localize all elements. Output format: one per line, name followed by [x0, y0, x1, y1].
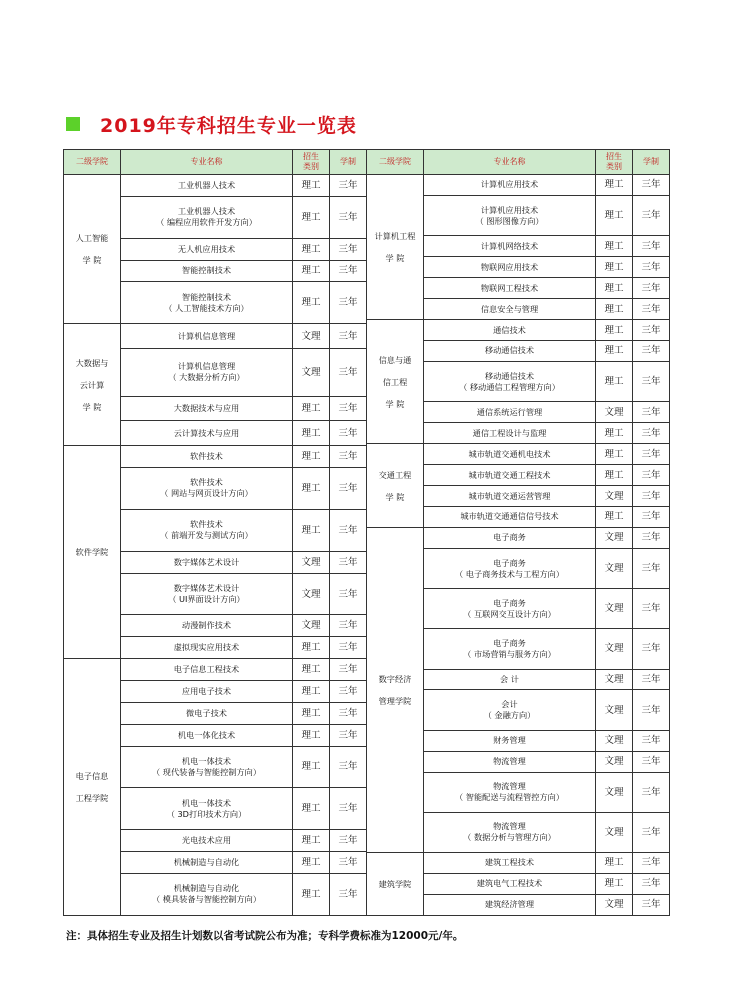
header-row: [64, 150, 367, 175]
major-name-cell: [121, 873, 293, 915]
duration-cell: 三年: [330, 637, 367, 659]
duration-cell: 三年: [633, 175, 670, 196]
table-row: [64, 175, 367, 197]
admission-type-cell: 理工: [293, 724, 330, 746]
header-college: 二级学院: [367, 150, 424, 175]
major-name-cell: [424, 423, 596, 444]
major-name-cell: [424, 486, 596, 507]
admission-type-cell: 文理: [293, 551, 330, 573]
admission-type-cell: 文理: [596, 629, 633, 669]
title-bullet-icon: [66, 117, 80, 131]
duration-cell: 三年: [330, 551, 367, 573]
major-name-cell: [121, 238, 293, 260]
duration-cell: 三年: [330, 702, 367, 724]
duration-cell: 三年: [330, 468, 367, 510]
major-name-cell: [424, 236, 596, 257]
major-name-line: 建筑经济管理: [484, 899, 535, 910]
admission-type-cell: 理工: [293, 830, 330, 852]
major-name-line: 机械制造与自动化: [173, 883, 240, 894]
major-name-cell: [424, 175, 596, 196]
table-row: [367, 527, 670, 548]
admission-type-cell: 理工: [596, 257, 633, 278]
major-name-line: 电子商务: [493, 532, 526, 543]
duration-cell: 三年: [330, 509, 367, 551]
header-major: 专业名称: [424, 150, 596, 175]
college-name-line: 建筑学院: [378, 878, 412, 889]
admission-type-cell: 理工: [293, 873, 330, 915]
major-name-line: 数字媒体艺术设计: [173, 583, 240, 594]
header-type: [293, 150, 330, 175]
major-name-cell: [121, 724, 293, 746]
duration-cell: 三年: [330, 238, 367, 260]
table-row: [64, 659, 367, 681]
major-name-line: 智能控制技术: [181, 291, 232, 302]
major-name-cell: [121, 659, 293, 681]
major-name-line: 计算机信息管理: [177, 361, 236, 372]
admission-type-cell: 文理: [293, 573, 330, 615]
duration-cell: 三年: [330, 615, 367, 637]
major-name-line: 物流管理: [493, 756, 526, 767]
major-name-line: 物流管理: [493, 821, 526, 832]
admission-type-cell: 理工: [293, 659, 330, 681]
college-cell: [64, 659, 121, 916]
duration-cell: 三年: [330, 349, 367, 397]
admission-type-cell: 文理: [293, 615, 330, 637]
college-name-line: 云计算: [79, 379, 105, 390]
major-name-cell: [121, 746, 293, 788]
admission-type-cell: 理工: [596, 852, 633, 873]
admission-type-cell: 理工: [293, 702, 330, 724]
major-name-line: 软件技术: [190, 519, 223, 530]
major-name-line: 工业机器人技术: [177, 206, 236, 217]
admission-type-cell: 文理: [596, 894, 633, 915]
table-row: [367, 175, 670, 196]
duration-cell: 三年: [330, 196, 367, 238]
admission-type-cell: 理工: [596, 423, 633, 444]
duration-cell: 三年: [330, 282, 367, 324]
college-cell: [64, 175, 121, 324]
major-name-line: （ 编程应用软件开发方向）: [156, 217, 257, 228]
duration-cell: 三年: [633, 195, 670, 235]
major-name-cell: [121, 396, 293, 421]
admission-type-cell: 理工: [596, 320, 633, 341]
admission-type-cell: 文理: [596, 527, 633, 548]
duration-cell: 三年: [633, 527, 670, 548]
admission-type-cell: 理工: [293, 468, 330, 510]
major-name-line: （ 3D打印技术方向）: [166, 808, 247, 819]
major-name-cell: [424, 548, 596, 588]
major-name-line: 信息安全与管理: [480, 303, 539, 314]
major-name-line: 会计: [501, 699, 518, 710]
admission-type-cell: 文理: [596, 812, 633, 852]
admission-type-cell: 文理: [596, 772, 633, 812]
major-name-cell: [424, 873, 596, 894]
major-name-cell: [424, 320, 596, 341]
major-name-line: 软件技术: [190, 477, 223, 488]
major-name-line: 城市轨道交通机电技术: [468, 448, 551, 459]
major-name-line: （ 模具装备与智能控制方向）: [151, 894, 262, 905]
major-name-cell: [424, 361, 596, 401]
major-name-cell: [121, 349, 293, 397]
header-type-line: 招生: [303, 152, 319, 161]
major-name-cell: [121, 446, 293, 468]
majors-table-left: [63, 149, 367, 916]
table-row: [367, 320, 670, 341]
duration-cell: 三年: [633, 690, 670, 730]
title-block: [66, 110, 357, 138]
admission-type-cell: 理工: [293, 681, 330, 703]
duration-cell: 三年: [330, 788, 367, 830]
major-name-line: 无人机应用技术: [177, 243, 236, 254]
major-name-line: （ 数据分析与管理方向）: [463, 832, 556, 843]
major-name-line: 机电一体技术: [181, 797, 232, 808]
major-name-cell: [424, 669, 596, 690]
duration-cell: 三年: [330, 830, 367, 852]
major-name-cell: [424, 772, 596, 812]
admission-type-cell: 文理: [596, 402, 633, 423]
major-name-cell: [121, 681, 293, 703]
duration-cell: 三年: [330, 724, 367, 746]
major-name-cell: [121, 788, 293, 830]
major-name-line: 计算机应用技术: [480, 204, 539, 215]
major-name-line: 物流管理: [493, 781, 526, 792]
college-cell: [64, 446, 121, 659]
duration-cell: 三年: [330, 681, 367, 703]
major-name-line: 微电子技术: [186, 707, 227, 718]
college-name-line: 大数据与: [75, 357, 109, 368]
duration-cell: 三年: [633, 507, 670, 528]
major-name-line: 数字媒体艺术设计: [173, 556, 240, 567]
duration-cell: 三年: [633, 278, 670, 299]
duration-cell: 三年: [633, 589, 670, 629]
major-name-cell: [121, 702, 293, 724]
duration-cell: 三年: [330, 175, 367, 197]
major-name-cell: [424, 690, 596, 730]
admission-type-cell: 文理: [596, 486, 633, 507]
college-name-line: 管理学院: [378, 695, 412, 706]
page-title: 2019年专科招生专业一览表: [100, 114, 357, 137]
college-name-line: 信息与通: [378, 354, 412, 365]
duration-cell: 三年: [633, 772, 670, 812]
admission-type-cell: 理工: [293, 637, 330, 659]
college-name-line: 电子信息: [75, 771, 109, 782]
major-name-line: 计算机应用技术: [480, 179, 539, 190]
major-name-line: 会 计: [500, 673, 519, 684]
duration-cell: 三年: [633, 669, 670, 690]
major-name-line: （ 移动通信工程管理方向）: [459, 381, 560, 392]
admission-type-cell: 理工: [293, 788, 330, 830]
duration-cell: 三年: [633, 465, 670, 486]
header-row: [367, 150, 670, 175]
duration-cell: 三年: [330, 421, 367, 446]
major-name-cell: [121, 551, 293, 573]
major-name-line: （ 人工智能技术方向）: [164, 302, 249, 313]
admission-type-cell: 文理: [596, 751, 633, 772]
major-name-line: 移动通信技术: [484, 345, 535, 356]
duration-cell: 三年: [633, 751, 670, 772]
admission-type-cell: 文理: [596, 690, 633, 730]
major-name-line: （ 市场营销与服务方向）: [463, 648, 556, 659]
major-name-cell: [121, 421, 293, 446]
major-name-cell: [424, 257, 596, 278]
duration-cell: 三年: [330, 746, 367, 788]
major-name-line: 电子商务: [493, 597, 526, 608]
admission-type-cell: 理工: [293, 852, 330, 874]
major-name-cell: [121, 324, 293, 349]
admission-type-cell: 理工: [293, 196, 330, 238]
duration-cell: 三年: [633, 873, 670, 894]
duration-cell: 三年: [633, 629, 670, 669]
major-name-line: 通信工程设计与监理: [472, 427, 547, 438]
duration-cell: 三年: [330, 573, 367, 615]
duration-cell: 三年: [330, 324, 367, 349]
major-name-line: 城市轨道交通运营管理: [468, 490, 551, 501]
college-cell: [367, 444, 424, 528]
major-name-cell: [424, 444, 596, 465]
major-name-line: （ 智能配送与流程管控方向）: [454, 792, 565, 803]
major-name-line: （ 电子商务技术与工程方向）: [454, 568, 565, 579]
major-name-line: 电子商务: [493, 637, 526, 648]
major-name-line: 工业机器人技术: [177, 179, 236, 190]
college-name-line: 人工智能: [75, 233, 109, 244]
major-name-line: 智能控制技术: [181, 265, 232, 276]
major-name-cell: [121, 573, 293, 615]
major-name-cell: [121, 175, 293, 197]
college-cell: [367, 852, 424, 915]
duration-cell: 三年: [633, 299, 670, 320]
table-row: [367, 444, 670, 465]
major-name-line: 通信技术: [493, 324, 526, 335]
admission-type-cell: 理工: [293, 421, 330, 446]
major-name-cell: [121, 282, 293, 324]
major-name-line: 计算机信息管理: [177, 330, 236, 341]
major-name-line: 计算机网络技术: [480, 240, 539, 251]
major-name-line: 城市轨道交通通信信号技术: [460, 511, 559, 522]
duration-cell: 三年: [330, 659, 367, 681]
duration-cell: 三年: [633, 894, 670, 915]
college-name-line: 学 院: [82, 401, 102, 412]
college-name-line: 学 院: [385, 398, 405, 409]
major-name-cell: [121, 468, 293, 510]
admission-type-cell: 文理: [596, 730, 633, 751]
college-cell: [367, 175, 424, 320]
admission-type-cell: 理工: [293, 175, 330, 197]
admission-type-cell: 文理: [293, 349, 330, 397]
college-name-line: 信工程: [382, 376, 408, 387]
college-name-line: 计算机工程: [374, 231, 416, 242]
duration-cell: 三年: [633, 548, 670, 588]
college-name-line: 学 院: [82, 255, 102, 266]
admission-type-cell: 理工: [596, 278, 633, 299]
header-type-line: 类别: [606, 162, 622, 171]
major-name-cell: [121, 260, 293, 282]
major-name-cell: [424, 465, 596, 486]
major-name-cell: [121, 852, 293, 874]
college-cell: [367, 320, 424, 444]
major-name-line: 光电技术应用: [181, 835, 232, 846]
admission-type-cell: 理工: [293, 446, 330, 468]
table-row: [367, 852, 670, 873]
major-name-cell: [424, 507, 596, 528]
admission-type-cell: 理工: [293, 396, 330, 421]
header-type: [596, 150, 633, 175]
admission-type-cell: 理工: [293, 238, 330, 260]
majors-table-right: [366, 149, 670, 916]
admission-type-cell: 理工: [596, 873, 633, 894]
college-name-line: 数字经济: [378, 673, 412, 684]
admission-type-cell: 理工: [293, 509, 330, 551]
major-name-line: 动漫制作技术: [181, 620, 232, 631]
admission-type-cell: 理工: [596, 341, 633, 362]
admission-type-cell: 理工: [596, 361, 633, 401]
major-name-cell: [424, 852, 596, 873]
admission-type-cell: 理工: [293, 282, 330, 324]
major-name-line: 建筑工程技术: [484, 857, 535, 868]
admission-type-cell: 文理: [596, 589, 633, 629]
major-name-cell: [424, 751, 596, 772]
major-name-line: 机械制造与自动化: [173, 857, 240, 868]
duration-cell: 三年: [633, 341, 670, 362]
major-name-line: 物联网工程技术: [480, 282, 539, 293]
duration-cell: 三年: [330, 873, 367, 915]
college-name-line: 交通工程: [378, 469, 412, 480]
major-name-cell: [424, 812, 596, 852]
major-name-cell: [424, 629, 596, 669]
major-name-line: （ 互联网交互设计方向）: [463, 608, 556, 619]
college-cell: [367, 527, 424, 852]
major-name-line: 移动通信技术: [484, 370, 535, 381]
header-major: 专业名称: [121, 150, 293, 175]
duration-cell: 三年: [633, 812, 670, 852]
major-name-cell: [424, 341, 596, 362]
duration-cell: 三年: [330, 396, 367, 421]
major-name-line: （ UI界面设计方向）: [168, 594, 245, 605]
major-name-cell: [121, 509, 293, 551]
major-name-line: 云计算技术与应用: [173, 427, 240, 438]
major-name-cell: [424, 730, 596, 751]
major-name-line: 电子信息工程技术: [173, 664, 240, 675]
major-name-cell: [121, 196, 293, 238]
major-name-cell: [424, 894, 596, 915]
major-name-line: 大数据技术与应用: [173, 402, 240, 413]
duration-cell: 三年: [633, 361, 670, 401]
major-name-cell: [424, 589, 596, 629]
duration-cell: 三年: [633, 236, 670, 257]
duration-cell: 三年: [633, 730, 670, 751]
footnote: 注：具体招生专业及招生计划数以省考试院公布为准；专科学费标准为12000元/年。: [66, 930, 464, 942]
major-name-line: 电子商务: [493, 557, 526, 568]
admission-type-cell: 理工: [596, 175, 633, 196]
duration-cell: 三年: [633, 852, 670, 873]
admission-type-cell: 理工: [596, 195, 633, 235]
duration-cell: 三年: [330, 260, 367, 282]
major-name-line: 机电一体化技术: [177, 729, 236, 740]
admission-type-cell: 理工: [293, 260, 330, 282]
college-name-line: 工程学院: [75, 793, 109, 804]
major-name-line: 软件技术: [190, 451, 223, 462]
admission-type-cell: 文理: [596, 548, 633, 588]
college-name-line: 软件学院: [75, 547, 109, 558]
major-name-cell: [424, 299, 596, 320]
major-name-line: （ 网站与网页设计方向）: [160, 488, 253, 499]
major-name-cell: [424, 278, 596, 299]
major-name-line: 物联网应用技术: [480, 261, 539, 272]
admission-type-cell: 理工: [596, 236, 633, 257]
duration-cell: 三年: [633, 444, 670, 465]
major-name-line: （ 大数据分析方向）: [168, 372, 245, 383]
major-name-line: 城市轨道交通工程技术: [468, 469, 551, 480]
major-name-line: 机电一体技术: [181, 755, 232, 766]
header-years: 学制: [330, 150, 367, 175]
admission-type-cell: 理工: [596, 299, 633, 320]
college-cell: [64, 324, 121, 446]
table-row: [64, 324, 367, 349]
duration-cell: 三年: [330, 852, 367, 874]
major-name-line: （ 图形图像方向）: [475, 215, 544, 226]
header-years: 学制: [633, 150, 670, 175]
duration-cell: 三年: [633, 402, 670, 423]
admission-type-cell: 理工: [596, 444, 633, 465]
table-row: [64, 446, 367, 468]
major-name-cell: [424, 402, 596, 423]
header-type-line: 类别: [303, 162, 319, 171]
major-name-cell: [424, 195, 596, 235]
college-name-line: 学 院: [385, 491, 405, 502]
major-name-line: （ 现代装备与智能控制方向）: [151, 766, 262, 777]
header-college: 二级学院: [64, 150, 121, 175]
major-name-line: 应用电子技术: [181, 685, 232, 696]
major-name-line: 通信系统运行管理: [476, 406, 543, 417]
major-name-line: 财务管理: [493, 735, 526, 746]
admission-type-cell: 文理: [596, 669, 633, 690]
major-name-line: （ 金融方向）: [483, 710, 536, 721]
admission-type-cell: 理工: [596, 465, 633, 486]
college-name-line: 学 院: [385, 253, 405, 264]
major-name-line: 虚拟现实应用技术: [173, 642, 240, 653]
major-name-cell: [121, 615, 293, 637]
major-name-cell: [121, 637, 293, 659]
admission-type-cell: 理工: [293, 746, 330, 788]
major-name-cell: [121, 830, 293, 852]
admission-type-cell: 理工: [596, 507, 633, 528]
duration-cell: 三年: [330, 446, 367, 468]
major-name-cell: [424, 527, 596, 548]
duration-cell: 三年: [633, 257, 670, 278]
header-type-line: 招生: [606, 152, 622, 161]
majors-table: [63, 149, 669, 916]
major-name-line: 建筑电气工程技术: [476, 878, 543, 889]
major-name-line: （ 前端开发与测试方向）: [160, 530, 253, 541]
duration-cell: 三年: [633, 320, 670, 341]
admission-type-cell: 文理: [293, 324, 330, 349]
duration-cell: 三年: [633, 423, 670, 444]
duration-cell: 三年: [633, 486, 670, 507]
